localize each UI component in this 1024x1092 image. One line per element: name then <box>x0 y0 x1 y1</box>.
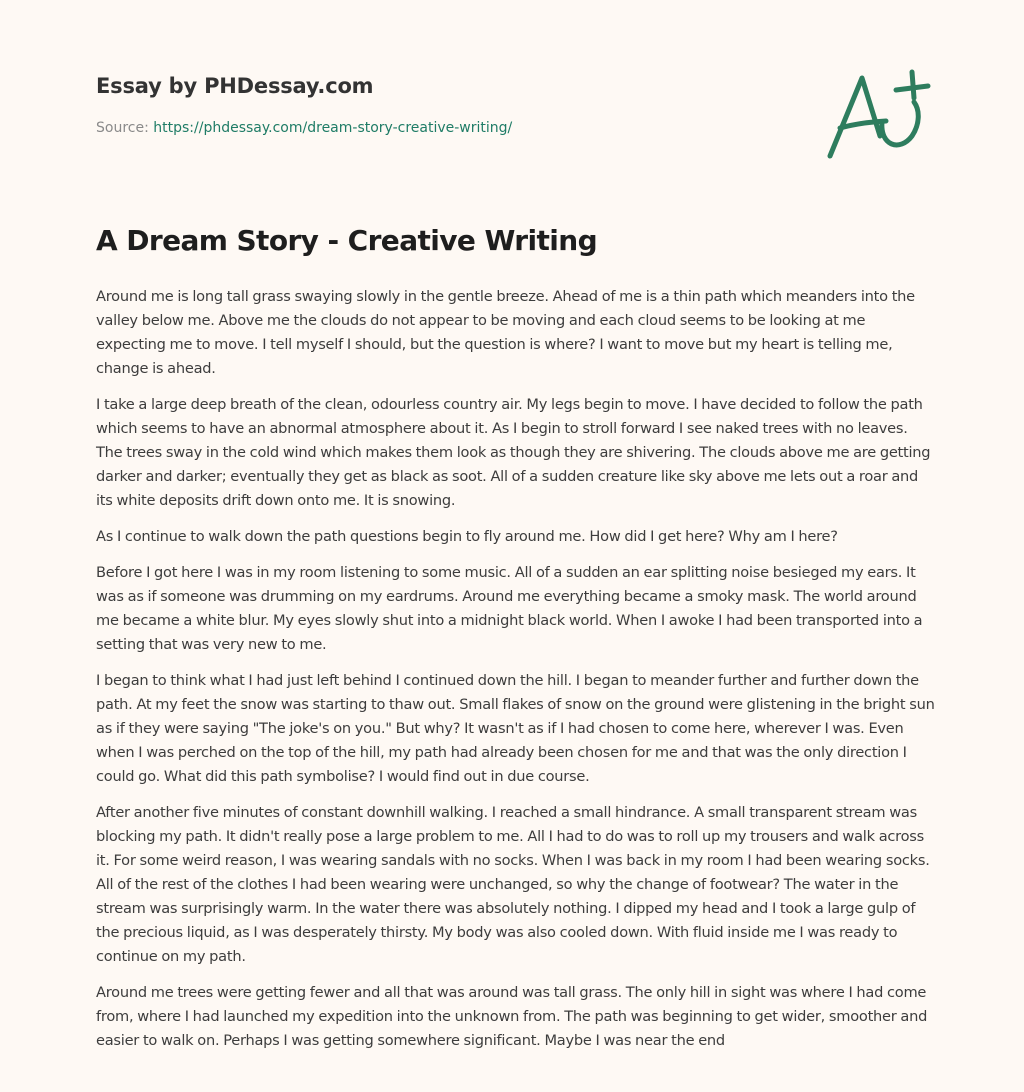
essay-paragraph: Around me is long tall grass swaying slowly in the gentle breeze. Ahead of me is a thin path which meanders into the valley below me. Above me the clouds do not appear to be moving and each cloud seems to be looking at me expecting me to move. I tell myself I should, but the question is where? I want to move but my heart is telling me, change is ahead. <box>96 288 915 377</box>
a-plus-grade-icon <box>822 66 932 166</box>
essay-paragraph: I began to think what I had just left behind I continued down the hill. I began to meander further and further down the path. At my feet the snow was starting to thaw out. Small flakes of snow on the ground were glistening in the bright sun as if they were saying "The joke's on you." But why? It wasn't as if I had chosen to come here, wherever I was. Even when I was perched on the top of the hill, my path had already been chosen for me and that was the only direction I could go. What did this path symbolise? I would find out in due course. <box>96 672 935 785</box>
essay-paragraph: Around me trees were getting fewer and all that was around was tall grass. The only hill in sight was where I had come from, where I had launched my expedition into the unknown from. The path was beginning to get wider, smoother and easier to walk on. Perhaps I was getting somewhere significant. Maybe I was near the end <box>96 984 928 1049</box>
essay-paragraph: Before I got here I was in my room listening to some music. All of a sudden an ear splitting noise besieged my ears. It was as if someone was drumming on my eardrums. Around me everything became a smoky mask. The world around me became a white blur. My eyes slowly shut into a midnight black world. When I awoke I had been transported into a setting that was very new to me. <box>96 564 923 653</box>
source-label: Source: <box>96 120 149 136</box>
source-line <box>96 120 796 136</box>
essay-paragraph: As I continue to walk down the path questions begin to fly around me. How did I get here? Why am I here? <box>96 528 838 545</box>
essay-header <box>96 74 796 136</box>
source-link[interactable]: https://phdessay.com/dream-story-creative-writing/ <box>153 120 513 136</box>
brand-title: Essay by PHDessay.com <box>96 74 374 98</box>
essay-title: A Dream Story - Creative Writing <box>96 224 598 257</box>
essay-paragraph: I take a large deep breath of the clean, odourless country air. My legs begin to move. I have decided to follow the path which seems to have an abnormal atmosphere about it. As I begin to stroll forward I see naked trees with no leaves. The trees sway in the cold wind which makes them look as though they are shivering. The clouds above me are getting darker and darker; eventually they get as black as soot. All of a sudden creature like sky above me lets out a roar and its white deposits drift down onto me. It is snowing. <box>96 396 931 509</box>
essay-paragraph: After another five minutes of constant downhill walking. I reached a small hindrance. A small transparent stream was blocking my path. It didn't really pose a large problem to me. All I had to do was to roll up my trousers and walk across it. For some weird reason, I was wearing sandals with no socks. When I was back in my room I had been wearing socks. All of the rest of the clothes I had been wearing were unchanged, so why the change of footwear? The water in the stream was surprisingly warm. In the water there was absolutely nothing. I dipped my head and I took a large gulp of the precious liquid, as I was desperately thirsty. My body was also cooled down. With fluid inside me I was ready to continue on my path. <box>96 804 930 965</box>
essay-body <box>96 285 936 1065</box>
